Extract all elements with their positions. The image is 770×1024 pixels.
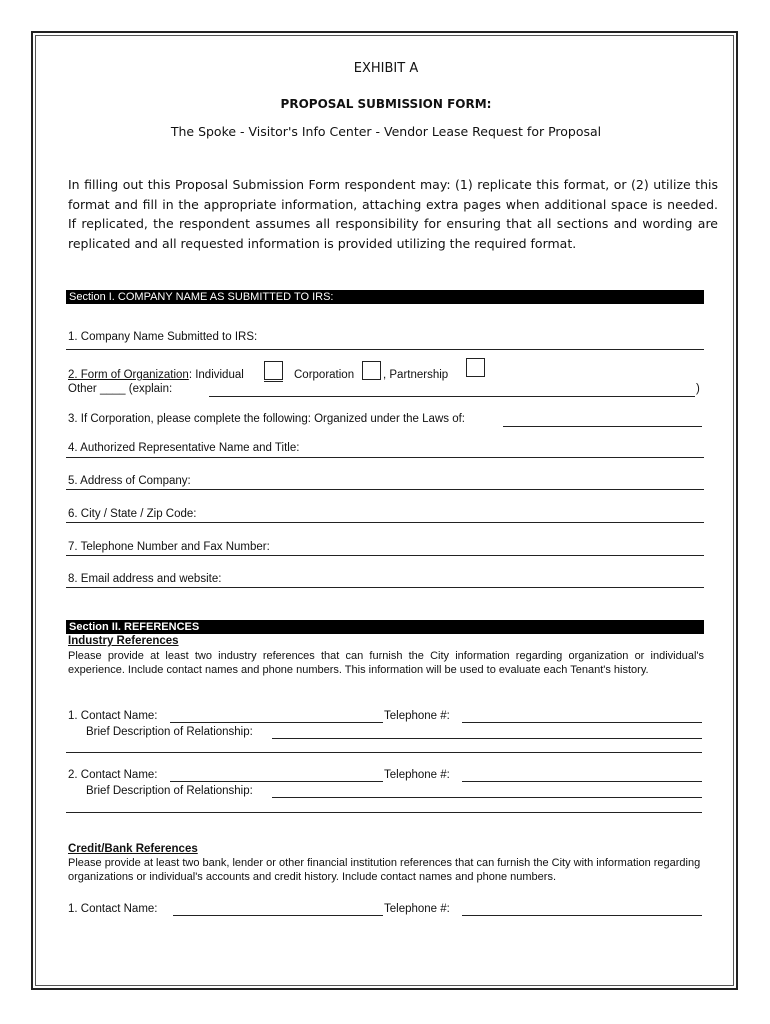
q6-label: 6. City / State / Zip Code:: [68, 508, 197, 520]
ref2-brief-line[interactable]: [272, 797, 702, 798]
q3-answer-line[interactable]: [503, 426, 702, 427]
ref2-telephone-line[interactable]: [462, 781, 702, 782]
q7-label: 7. Telephone Number and Fax Number:: [68, 541, 270, 553]
q2-other-line[interactable]: [209, 396, 695, 397]
corporation-checkbox[interactable]: [362, 361, 381, 380]
q2-individual-label: : Individual: [188, 369, 244, 381]
section2-heading: Section II. REFERENCES: [66, 620, 704, 634]
ref1-contact-label: 1. Contact Name:: [68, 710, 158, 722]
q1-answer-line[interactable]: [66, 349, 704, 350]
q7-answer-line[interactable]: [66, 555, 704, 556]
credit1-telephone-line[interactable]: [462, 915, 702, 916]
form-subtitle: The Spoke - Visitor's Info Center - Vendor Lease Request for Proposal: [170, 124, 602, 139]
credit1-contact-line[interactable]: [173, 915, 383, 916]
ref2-contact-line[interactable]: [170, 781, 383, 782]
q4-label: 4. Authorized Representative Name and Title:: [68, 442, 300, 454]
ref1-extra-line[interactable]: [66, 752, 702, 753]
q5-answer-line[interactable]: [66, 489, 704, 490]
q2-close-paren: ): [696, 383, 700, 395]
q3-label: 3. If Corporation, please complete the following: Organized under the Laws of:: [68, 413, 465, 425]
form-title: PROPOSAL SUBMISSION FORM:: [280, 97, 492, 111]
q4-answer-line[interactable]: [66, 457, 704, 458]
q2-other-label: Other ____ (explain:: [68, 383, 173, 395]
ref1-brief-label: Brief Description of Relationship:: [86, 726, 253, 738]
credit-references-heading: Credit/Bank References: [68, 843, 198, 855]
q2-label: 2. Form of Organization: [68, 369, 189, 381]
industry-references-text: Please provide at least two industry references that can furnish the City information regarding organization or individual's experience. Include contact names and phone numbers. This information will be used to evaluate each Tenant's history.: [68, 650, 704, 676]
credit1-contact-label: 1. Contact Name:: [68, 903, 158, 915]
ref2-telephone-label: Telephone #:: [384, 769, 450, 781]
industry-references-heading: Industry References: [68, 635, 179, 647]
q8-label: 8. Email address and website:: [68, 573, 222, 585]
q6-answer-line[interactable]: [66, 522, 704, 523]
q2-partnership-label: , Partnership: [383, 369, 449, 381]
ref1-telephone-line[interactable]: [462, 722, 702, 723]
q2-row: [68, 369, 244, 381]
section1-heading: Section I. COMPANY NAME AS SUBMITTED TO IRS:: [66, 290, 704, 304]
q8-answer-line[interactable]: [66, 587, 704, 588]
individual-checkbox[interactable]: [264, 361, 283, 380]
ref1-telephone-label: Telephone #:: [384, 710, 450, 722]
credit1-telephone-label: Telephone #:: [384, 903, 450, 915]
credit-references-text: Please provide at least two bank, lender or other financial institution references that can furnish the City with information regarding organizations or individual's accounts and credit history. Include contact names and phone numbers.: [68, 857, 701, 883]
ref2-contact-label: 2. Contact Name:: [68, 769, 158, 781]
q2-corporation-label: Corporation: [294, 369, 355, 381]
q5-label: 5. Address of Company:: [68, 475, 191, 487]
ref2-brief-label: Brief Description of Relationship:: [86, 785, 253, 797]
ref2-extra-line[interactable]: [66, 812, 702, 813]
individual-underline: [264, 381, 283, 382]
ref1-brief-line[interactable]: [272, 738, 702, 739]
q1-label: 1. Company Name Submitted to IRS:: [68, 331, 258, 343]
ref1-contact-line[interactable]: [170, 722, 383, 723]
partnership-checkbox[interactable]: [466, 358, 485, 377]
exhibit-label: EXHIBIT A: [353, 61, 419, 76]
intro-paragraph: In filling out this Proposal Submission Form respondent may: (1) replicate this format, or (2) utilize this format and fill in the appropriate information, attaching extra pages when additional space is needed. If replicated, the respondent assumes all responsibility for ensuring that all sections and wording are replicated and all requested information is provided utilizing the required format.: [68, 177, 718, 251]
